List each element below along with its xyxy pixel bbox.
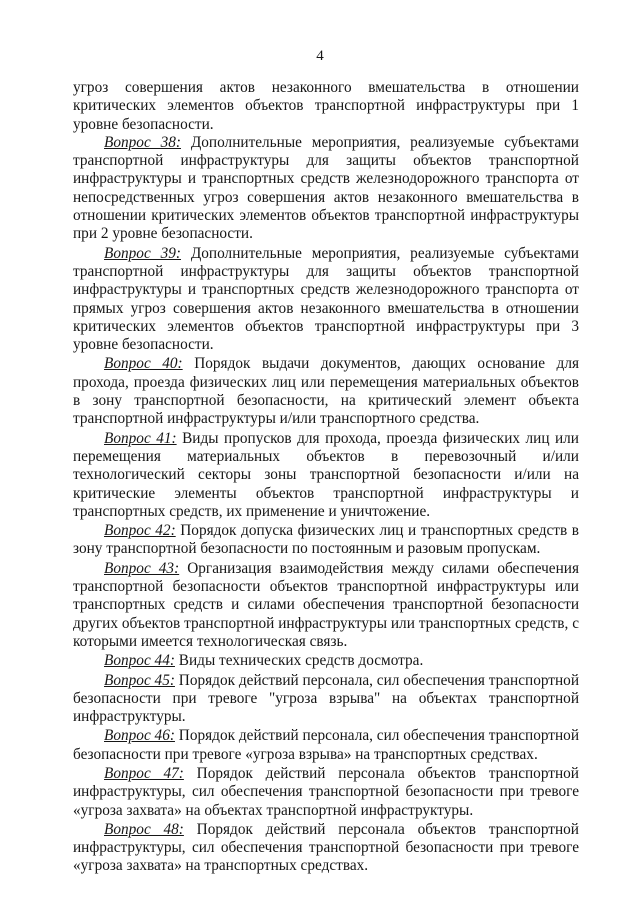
question-label: Вопрос 39: (104, 244, 181, 262)
question-text: Организация взаимодействия между силами обеспечения транспортной безопасности объектов транспортной инфраструктуры или транспортных средств и силами обеспечения транспортной безопасности других объектов транспортной инфраструктуры или транспортных средств, с которыми имеется технологическая связь. (73, 559, 579, 650)
question-text: Виды пропусков для прохода, проезда физических лиц или перемещения материальных объектов в перевозочный и/или технологический секторы зоны транспортной безопасности и/или на критические элементы объектов транспортной инфраструктуры и транспортных средств, их применение и уничтожение. (73, 429, 579, 520)
question-item (73, 355, 579, 428)
question-text: Порядок допуска физических лиц и транспортных средств в зону транспортной безопасности по постоянным и разовым пропускам. (73, 522, 579, 558)
question-text: Порядок выдачи документов, дающих основание для прохода, проезда физических лиц или перемещения материальных объектов в зону транспортной безопасности, на критический элемент объекта транспортной инфраструктуры и/или транспортного средства. (73, 355, 580, 428)
question-text: Порядок действий персонала объектов транспортной инфраструктуры, сил обеспечения транспортной безопасности при тревоге «угроза захвата» на транспортных средствах. (73, 820, 579, 875)
question-item (73, 727, 579, 764)
question-text: Порядок действий персонала объектов транспортной инфраструктуры, сил обеспечения транспортной безопасности при тревоге «угроза захвата» на объектах транспортной инфраструктуры. (73, 764, 579, 819)
question-label: Вопрос 44: (104, 652, 175, 670)
question-text: Виды технических средств досмотра. (178, 652, 424, 670)
question-label: Вопрос 48: (104, 820, 184, 838)
question-item (73, 560, 579, 651)
page-number: 4 (316, 48, 324, 64)
question-text: Дополнительные мероприятия, реализуемые субъектами транспортной инфраструктуры для защиты объектов транспортной инфраструктуры и транспортных средств железнодорожного транспорта от прямых угроз совершения актов незаконного вмешательства в отношении критических элементов объектов транспортной инфраструктуры при 3 уровне безопасности. (73, 244, 579, 354)
question-item (73, 821, 579, 876)
question-item (73, 672, 579, 727)
question-item (73, 245, 579, 355)
question-label: Вопрос 41: (104, 429, 177, 447)
question-label: Вопрос 45: (104, 671, 175, 689)
question-label: Вопрос 38: (104, 133, 181, 151)
question-list (73, 134, 579, 876)
question-label: Вопрос 47: (104, 764, 184, 782)
question-item (73, 430, 579, 521)
intro-paragraph: угроз совершения актов незаконного вмешательства в отношении критических элементов объектов транспортной инфраструктуры при 1 уровне безопасности. (73, 79, 579, 133)
question-label: Вопрос 46: (104, 727, 175, 745)
question-item (73, 134, 579, 244)
body-text (73, 79, 579, 876)
question-text: Порядок действий персонала, сил обеспечения транспортной безопасности при тревоге «угроза взрыва» на транспортных средствах. (73, 727, 579, 763)
question-item (73, 765, 579, 820)
question-label: Вопрос 42: (104, 522, 176, 540)
question-text: Порядок действий персонала, сил обеспечения транспортной безопасности при тревоге "угроза взрыва" на объектах транспортной инфраструктуры. (73, 671, 579, 726)
question-item (73, 652, 579, 670)
question-label: Вопрос 40: (104, 355, 183, 373)
question-label: Вопрос 43: (104, 559, 180, 577)
question-item (73, 522, 579, 559)
question-text: Дополнительные мероприятия, реализуемые субъектами транспортной инфраструктуры для защиты объектов транспортной инфраструктуры и транспортных средств железнодорожного транспорта от непосредственных угроз совершения актов незаконного вмешательства в отношении критических элементов объектов транспортной инфраструктуры при 2 уровне безопасности. (73, 133, 579, 243)
